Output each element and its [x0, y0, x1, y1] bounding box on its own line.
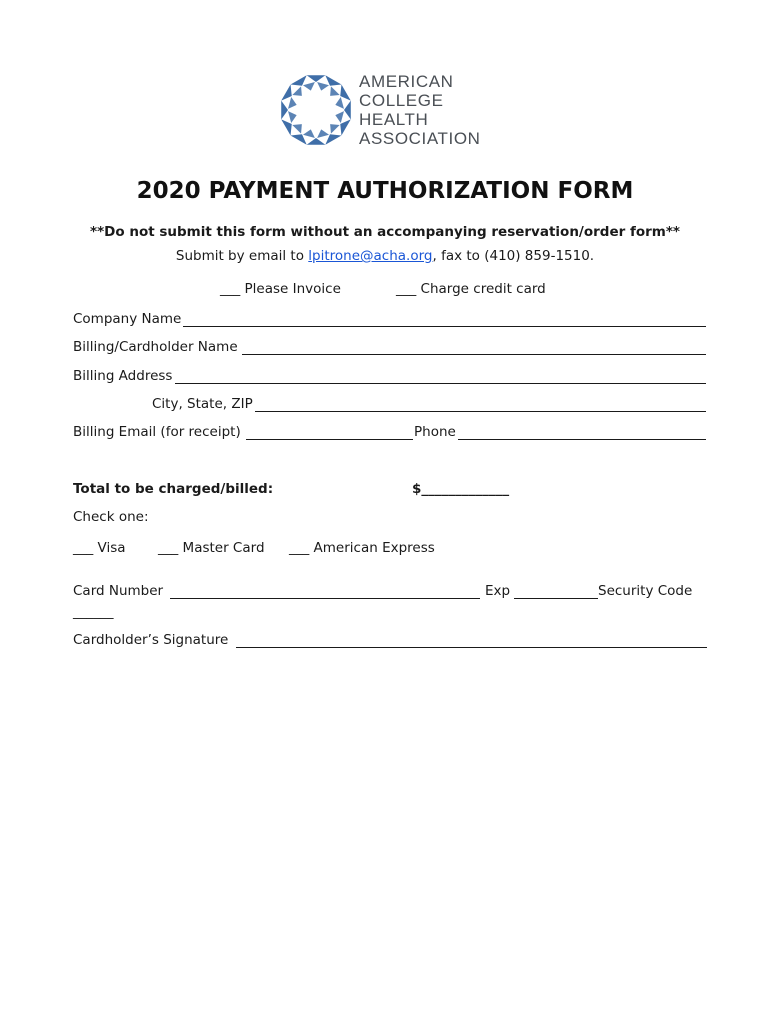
- logo-triangle-outer: [340, 85, 351, 101]
- exp-label: Exp: [485, 583, 511, 599]
- logo-line-2: COLLEGE: [359, 91, 444, 110]
- logo-triangle-inner: [317, 129, 329, 138]
- logo-triangle-outer: [344, 101, 351, 120]
- logo-triangle-outer: [340, 119, 351, 135]
- city-state-zip-label: City, State, ZIP: [152, 396, 253, 412]
- logo-triangle-outer: [281, 101, 288, 120]
- signature-field[interactable]: [236, 647, 707, 648]
- logo-triangle-outer: [291, 75, 307, 86]
- logo-triangle-outer: [307, 75, 326, 82]
- phone-field[interactable]: [458, 439, 706, 440]
- phone-label: Phone: [414, 424, 456, 440]
- charge-credit-card-option[interactable]: ___ Charge credit card: [396, 281, 546, 297]
- logo-triangle-inner: [288, 111, 297, 123]
- logo-triangle-outer: [307, 138, 326, 145]
- logo-triangle-inner: [303, 82, 315, 91]
- signature-label: Cardholder’s Signature: [73, 632, 229, 648]
- total-label: Total to be charged/billed:: [73, 481, 274, 497]
- logo-triangle-inner: [330, 124, 340, 134]
- logo-triangle-outer: [291, 134, 307, 145]
- billing-email-field[interactable]: [246, 439, 413, 440]
- company-name-label: Company Name: [73, 311, 182, 327]
- submit-suffix: , fax to (410) 859-1510.: [432, 248, 595, 264]
- logo-triangle-inner: [288, 97, 297, 109]
- logo-line-3: HEALTH: [359, 110, 429, 129]
- security-code-label: Security Code: [598, 583, 693, 599]
- cardholder-name-field[interactable]: [242, 354, 706, 355]
- mastercard-option[interactable]: ___ Master Card: [158, 540, 265, 556]
- city-state-zip-field[interactable]: [255, 411, 706, 412]
- exp-field[interactable]: [514, 598, 598, 599]
- submit-instructions: [0, 248, 770, 264]
- billing-email-label: Billing Email (for receipt): [73, 424, 241, 440]
- submit-prefix: Submit by email to: [175, 248, 309, 264]
- logo-triangle-inner: [292, 86, 302, 96]
- logo-triangle-outer: [325, 134, 341, 145]
- logo-triangle-outer: [281, 85, 292, 101]
- email-link[interactable]: lpitrone@acha.org: [308, 248, 433, 264]
- card-number-label: Card Number: [73, 583, 164, 599]
- billing-address-label: Billing Address: [73, 368, 173, 384]
- logo-triangle-outer: [325, 75, 341, 86]
- logo-triangle-inner: [335, 97, 344, 109]
- logo-triangle-inner: [303, 129, 315, 138]
- form-title: 2020 PAYMENT AUTHORIZATION FORM: [136, 178, 634, 204]
- logo-ring: [281, 75, 351, 145]
- billing-address-field[interactable]: [175, 383, 706, 384]
- logo-line-4: ASSOCIATION: [359, 129, 481, 148]
- logo-triangle-inner: [335, 111, 344, 123]
- amex-option[interactable]: ___ American Express: [289, 540, 435, 556]
- visa-option[interactable]: ___ Visa: [73, 540, 126, 556]
- company-name-field[interactable]: [183, 326, 706, 327]
- logo-triangle-inner: [317, 82, 329, 91]
- please-invoice-option[interactable]: ___ Please Invoice: [220, 281, 341, 297]
- card-number-field[interactable]: [170, 598, 480, 599]
- security-code-field[interactable]: ______: [73, 604, 114, 620]
- notice-text: **Do not submit this form without an accompanying reservation/order form**: [90, 224, 680, 240]
- logo-triangle-inner: [292, 124, 302, 134]
- logo-text: [359, 72, 481, 148]
- logo-triangle-inner: [330, 86, 340, 96]
- cardholder-name-label: Billing/Cardholder Name: [73, 339, 238, 355]
- acha-logo-icon: [279, 73, 353, 147]
- logo-line-1: AMERICAN: [359, 72, 454, 91]
- total-amount-field[interactable]: $_____________: [412, 481, 510, 497]
- logo-triangle-outer: [281, 119, 292, 135]
- check-one-label: Check one:: [73, 509, 149, 525]
